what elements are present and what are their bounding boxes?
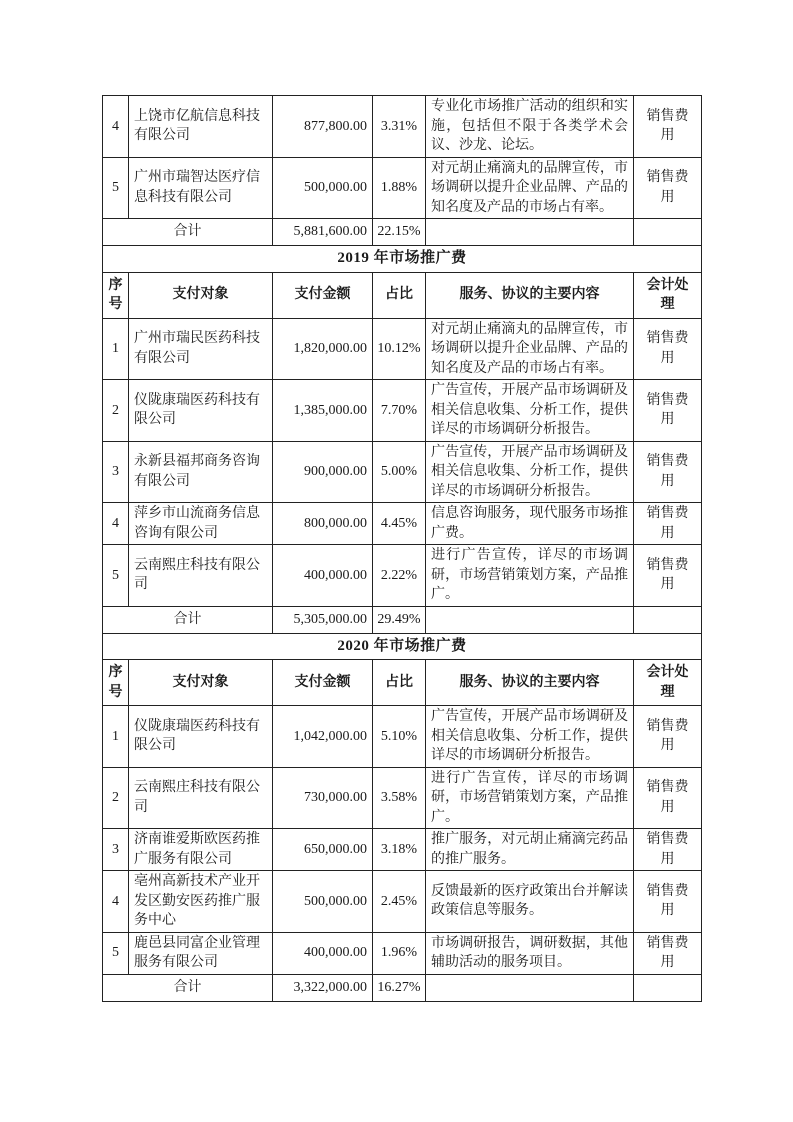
table-row: [103, 932, 702, 974]
cell-no: 3: [103, 829, 129, 871]
cell-no: 1: [103, 706, 129, 768]
cell-total-accounting-empty: [634, 974, 702, 1001]
table-row: [103, 871, 702, 933]
table-total-row: [103, 606, 702, 633]
cell-accounting: 销售费用: [634, 157, 702, 219]
cell-content: 广告宣传，开展产品市场调研及相关信息收集、分析工作，提供详尽的市场调研分析报告。: [426, 441, 634, 503]
cell-content: 市场调研报告，调研数据，其他辅助活动的服务项目。: [426, 932, 634, 974]
cell-no: 4: [103, 96, 129, 158]
cell-no: 2: [103, 380, 129, 442]
table-row: [103, 96, 702, 158]
cell-accounting: 销售费用: [634, 545, 702, 607]
table-row: [103, 503, 702, 545]
cell-content: 进行广告宣传，详尽的市场调研，市场营销策划方案，产品推广。: [426, 545, 634, 607]
cell-no: 5: [103, 545, 129, 607]
cell-amount: 400,000.00: [273, 932, 373, 974]
cell-amount: 500,000.00: [273, 871, 373, 933]
cell-amount: 650,000.00: [273, 829, 373, 871]
col-header-no: 序号: [103, 272, 129, 318]
col-header-accounting: 会计处理: [634, 272, 702, 318]
cell-payee: 萍乡市山流商务信息咨询有限公司: [129, 503, 273, 545]
cell-content: 进行广告宣传，详尽的市场调研，市场营销策划方案，产品推广。: [426, 767, 634, 829]
cell-payee: 鹿邑县同富企业管理服务有限公司: [129, 932, 273, 974]
col-header-content: 服务、协议的主要内容: [426, 660, 634, 706]
cell-content: 反馈最新的医疗政策出台并解读政策信息等服务。: [426, 871, 634, 933]
cell-accounting: 销售费用: [634, 767, 702, 829]
cell-payee: 云南熙庄科技有限公司: [129, 767, 273, 829]
cell-total-content-empty: [426, 974, 634, 1001]
table-row: [103, 157, 702, 219]
cell-accounting: 销售费用: [634, 829, 702, 871]
cell-ratio: 3.18%: [373, 829, 426, 871]
cell-total-amount: 3,322,000.00: [273, 974, 373, 1001]
cell-amount: 877,800.00: [273, 96, 373, 158]
cell-payee: 仪陇康瑞医药科技有限公司: [129, 380, 273, 442]
cell-ratio: 3.31%: [373, 96, 426, 158]
cell-no: 4: [103, 503, 129, 545]
cell-payee: 云南熙庄科技有限公司: [129, 545, 273, 607]
cell-content: 广告宣传，开展产品市场调研及相关信息收集、分析工作，提供详尽的市场调研分析报告。: [426, 706, 634, 768]
table-row: [103, 318, 702, 380]
cell-accounting: 销售费用: [634, 96, 702, 158]
cell-total-amount: 5,305,000.00: [273, 606, 373, 633]
cell-accounting: 销售费用: [634, 441, 702, 503]
cell-amount: 730,000.00: [273, 767, 373, 829]
cell-ratio: 5.10%: [373, 706, 426, 768]
cell-ratio: 10.12%: [373, 318, 426, 380]
table-header-row: [103, 660, 702, 706]
promotion-fee-table: [102, 95, 702, 1002]
cell-ratio: 2.22%: [373, 545, 426, 607]
table-row: [103, 706, 702, 768]
cell-total-label: 合计: [103, 219, 273, 246]
cell-content: 信息咨询服务，现代服务市场推广费。: [426, 503, 634, 545]
cell-content: 广告宣传，开展产品市场调研及相关信息收集、分析工作，提供详尽的市场调研分析报告。: [426, 380, 634, 442]
col-header-accounting: 会计处理: [634, 660, 702, 706]
cell-amount: 800,000.00: [273, 503, 373, 545]
col-header-no: 序号: [103, 660, 129, 706]
cell-accounting: 销售费用: [634, 706, 702, 768]
cell-total-ratio: 16.27%: [373, 974, 426, 1001]
table-row: [103, 829, 702, 871]
table-section-title: 2020 年市场推广费: [103, 633, 702, 660]
cell-no: 4: [103, 871, 129, 933]
cell-payee: 济南谁爱斯欧医药推广服务有限公司: [129, 829, 273, 871]
col-header-amount: 支付金额: [273, 660, 373, 706]
cell-no: 2: [103, 767, 129, 829]
cell-no: 3: [103, 441, 129, 503]
cell-payee: 广州市瑞智达医疗信息科技有限公司: [129, 157, 273, 219]
cell-no: 5: [103, 157, 129, 219]
table-header-row: [103, 272, 702, 318]
cell-amount: 900,000.00: [273, 441, 373, 503]
cell-total-content-empty: [426, 606, 634, 633]
cell-ratio: 7.70%: [373, 380, 426, 442]
cell-no: 1: [103, 318, 129, 380]
table-section-title-row: [103, 633, 702, 660]
table-row: [103, 767, 702, 829]
cell-ratio: 4.45%: [373, 503, 426, 545]
table-total-row: [103, 219, 702, 246]
col-header-payee: 支付对象: [129, 272, 273, 318]
cell-ratio: 3.58%: [373, 767, 426, 829]
cell-total-amount: 5,881,600.00: [273, 219, 373, 246]
cell-ratio: 1.96%: [373, 932, 426, 974]
cell-amount: 1,042,000.00: [273, 706, 373, 768]
col-header-ratio: 占比: [373, 660, 426, 706]
cell-payee: 上饶市亿航信息科技有限公司: [129, 96, 273, 158]
cell-total-ratio: 22.15%: [373, 219, 426, 246]
cell-amount: 1,820,000.00: [273, 318, 373, 380]
cell-payee: 永新县福邦商务咨询有限公司: [129, 441, 273, 503]
cell-content: 对元胡止痛滴丸的品牌宣传，市场调研以提升企业品牌、产品的知名度及产品的市场占有率。: [426, 318, 634, 380]
table-section-title: 2019 年市场推广费: [103, 246, 702, 273]
cell-content: 推广服务，对元胡止痛滴完药品的推广服务。: [426, 829, 634, 871]
cell-total-content-empty: [426, 219, 634, 246]
cell-total-accounting-empty: [634, 219, 702, 246]
cell-accounting: 销售费用: [634, 932, 702, 974]
col-header-payee: 支付对象: [129, 660, 273, 706]
cell-amount: 1,385,000.00: [273, 380, 373, 442]
cell-ratio: 1.88%: [373, 157, 426, 219]
table-section-title-row: [103, 246, 702, 273]
cell-payee: 仪陇康瑞医药科技有限公司: [129, 706, 273, 768]
cell-payee: 亳州高新技术产业开发区勤安医药推广服务中心: [129, 871, 273, 933]
cell-accounting: 销售费用: [634, 503, 702, 545]
cell-total-ratio: 29.49%: [373, 606, 426, 633]
cell-content: 对元胡止痛滴丸的品牌宣传，市场调研以提升企业品牌、产品的知名度及产品的市场占有率。: [426, 157, 634, 219]
col-header-content: 服务、协议的主要内容: [426, 272, 634, 318]
table-row: [103, 380, 702, 442]
cell-no: 5: [103, 932, 129, 974]
cell-total-label: 合计: [103, 606, 273, 633]
cell-ratio: 2.45%: [373, 871, 426, 933]
cell-ratio: 5.00%: [373, 441, 426, 503]
col-header-amount: 支付金额: [273, 272, 373, 318]
cell-accounting: 销售费用: [634, 318, 702, 380]
table-total-row: [103, 974, 702, 1001]
cell-accounting: 销售费用: [634, 380, 702, 442]
cell-payee: 广州市瑞民医药科技有限公司: [129, 318, 273, 380]
cell-amount: 400,000.00: [273, 545, 373, 607]
cell-amount: 500,000.00: [273, 157, 373, 219]
cell-content: 专业化市场推广活动的组织和实施，包括但不限于各类学术会议、沙龙、论坛。: [426, 96, 634, 158]
cell-accounting: 销售费用: [634, 871, 702, 933]
cell-total-label: 合计: [103, 974, 273, 1001]
col-header-ratio: 占比: [373, 272, 426, 318]
table-row: [103, 545, 702, 607]
cell-total-accounting-empty: [634, 606, 702, 633]
table-row: [103, 441, 702, 503]
